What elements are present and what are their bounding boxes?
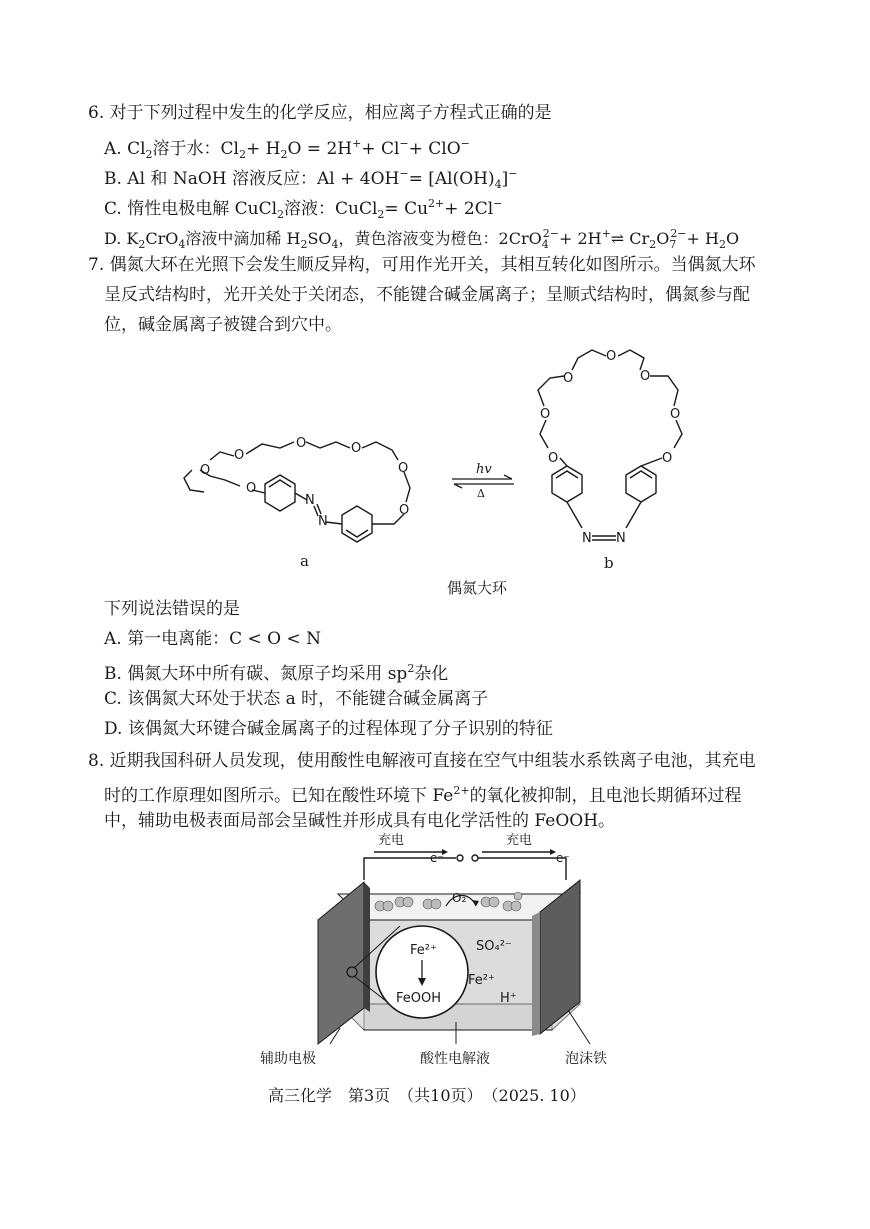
atom-n: N xyxy=(318,514,328,529)
q7-option-a: A. 第一电离能：C < O < N xyxy=(104,629,322,649)
q7-stem-line1: 7. 偶氮大环在光照下会发生顺反异构，可用作光开关，其相互转化如图所示。当偶氮大环 xyxy=(88,255,756,275)
atom-o: O xyxy=(351,441,362,456)
equilibrium-arrows xyxy=(450,460,520,500)
q6-stem: 6. 对于下列过程中发生的化学反应，相应离子方程式正确的是 xyxy=(88,103,552,123)
structure-b-cis xyxy=(520,340,710,555)
fe-ion-label: Fe²⁺ xyxy=(468,973,495,988)
figure-caption: 偶氮大环 xyxy=(447,579,508,597)
atom-o: O xyxy=(640,369,651,384)
q6-option-b: B. Al 和 NaOH 溶液反应：$Al + 4OH^-= [Al(OH)_4]^-$ xyxy=(104,167,518,191)
structure-a-trans xyxy=(170,430,440,555)
feooh-label: FeOOH xyxy=(396,991,442,1006)
label-auxiliary-electrode: 辅助电极 xyxy=(260,1051,316,1067)
q6-option-d: D. $K_2CrO_4$溶液中滴加稀 $H_2SO_4$，黄色溶液变为橙色：2CrO$_4^{2-}$+ 2H+⇌ $Cr_2O_7^{2-}+ H_2O$ xyxy=(104,227,740,251)
electron-label-right: e⁻ xyxy=(556,851,570,865)
o2-label: O₂ xyxy=(452,891,467,905)
label-acidic-electrolyte: 酸性电解液 xyxy=(420,1051,490,1067)
fe2-label: Fe²⁺ xyxy=(410,943,437,958)
atom-o: O xyxy=(200,463,211,478)
q8-stem-line3: 中，辅助电极表面局部会呈碱性并形成具有电化学活性的 FeOOH。 xyxy=(104,811,616,831)
atom-o: O xyxy=(563,371,574,386)
label-b: b xyxy=(604,554,614,572)
q6-option-a: A. $Cl_2$溶于水：$Cl_2+ H_2O = 2H^++ Cl^-+ ClO^-$ xyxy=(104,137,470,161)
atom-o: O xyxy=(548,451,559,466)
atom-o: O xyxy=(670,407,681,422)
atom-n: N xyxy=(582,531,592,546)
atom-n: N xyxy=(305,493,315,508)
q7-option-d: D. 该偶氮大环键合碱金属离子的过程体现了分子识别的特征 xyxy=(104,719,553,739)
q7-stem-line3: 位，碱金属离子被键合到穴中。 xyxy=(104,315,342,335)
label-a: a xyxy=(300,552,309,570)
page-footer: 高三化学 第3页 （共10页） （2025. 10） xyxy=(268,1086,586,1105)
hydrogen-ion-label: H⁺ xyxy=(500,991,517,1006)
charge-label-left: 充电 xyxy=(378,833,405,848)
electron-label-left: e⁻ xyxy=(430,851,444,865)
q7-option-c: C. 该偶氮大环处于状态 a 时，不能键合碱金属离子 xyxy=(104,689,489,709)
label-foam-iron: 泡沫铁 xyxy=(565,1051,607,1067)
charge-label-right: 充电 xyxy=(506,833,533,848)
atom-o: O xyxy=(399,503,410,518)
q8-stem-line1: 8. 近期我国科研人员发现，使用酸性电解液可直接在空气中组装水系铁离子电池，其充电 xyxy=(88,751,756,771)
arrow-label-delta: Δ xyxy=(477,487,485,500)
q8-stem-line2: 时的工作原理如图所示。已知在酸性环境下 $Fe^{2+}$的氧化被抑制，且电池长期循环过程 xyxy=(104,784,742,806)
arrow-label-hv: hv xyxy=(476,462,492,477)
atom-o: O xyxy=(296,436,307,451)
atom-o: O xyxy=(234,448,245,463)
atom-o: O xyxy=(398,461,409,476)
q7-stem-line2: 呈反式结构时，光开关处于关闭态，不能键合碱金属离子；呈顺式结构时，偶氮参与配 xyxy=(104,285,750,305)
q7-prompt: 下列说法错误的是 xyxy=(104,599,240,619)
atom-o: O xyxy=(246,481,257,496)
atom-n: N xyxy=(616,531,626,546)
battery-diagram xyxy=(250,822,630,1072)
atom-o: O xyxy=(606,349,617,364)
sulfate-ion-label: SO₄²⁻ xyxy=(476,939,512,954)
atom-o: O xyxy=(662,451,673,466)
atom-o: O xyxy=(540,407,551,422)
q6-option-c: C. 惰性电极电解 CuCl$_2$溶液：CuCl$_2$= $Cu^{2+}+ 2Cl^-$ xyxy=(104,197,503,221)
q7-option-b: B. 偶氮大环中所有碳、氮原子均采用 $sp^2$杂化 xyxy=(104,662,449,684)
